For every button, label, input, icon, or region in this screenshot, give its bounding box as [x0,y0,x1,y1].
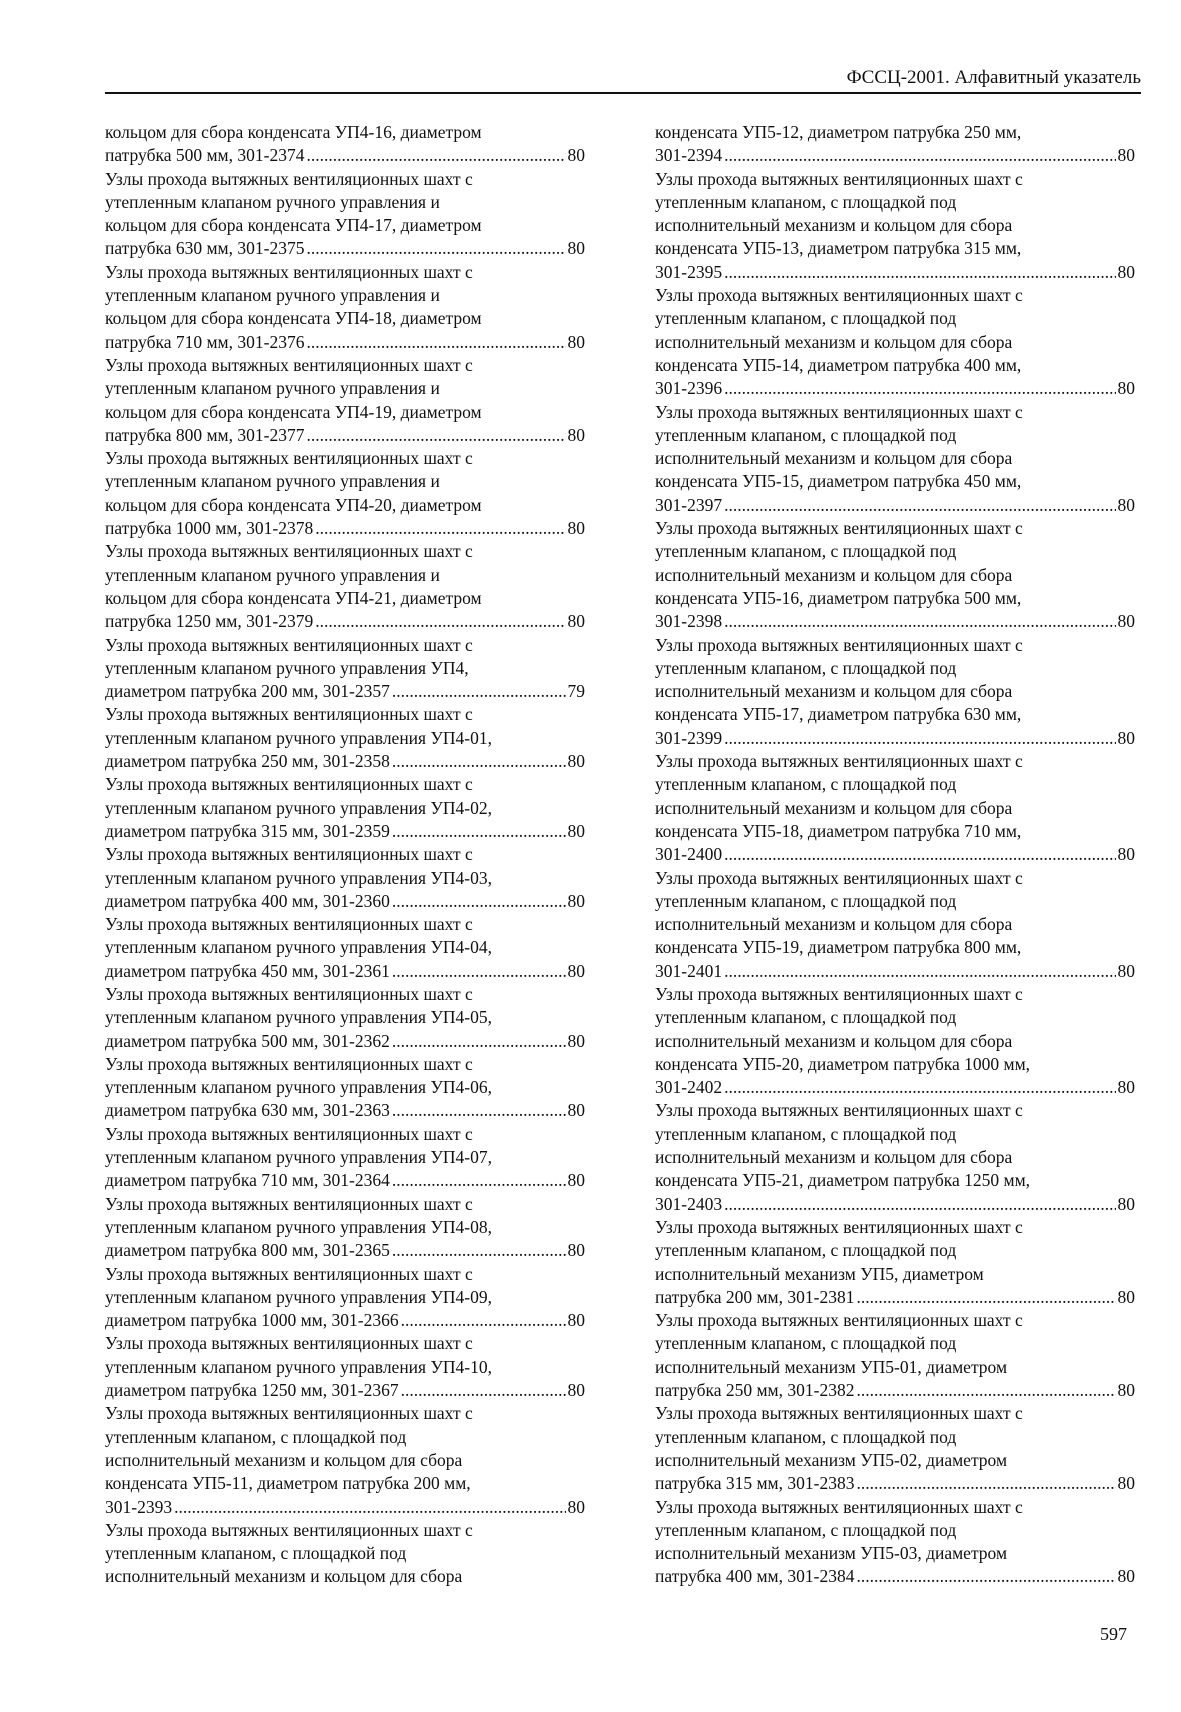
entry-reference-line [655,843,1135,866]
entry-code: 301-2400 [655,844,723,865]
entry-text-line: исполнительный механизм и кольцом для сбора [655,681,1013,702]
entry-reference-line [105,517,585,540]
index-column-right [655,121,1135,1589]
entry-text-line: утепленным клапаном ручного управления УП4-04, [105,937,492,958]
index-entry [655,634,1135,750]
entry-reference-line [105,331,585,354]
dot-leader [315,610,565,633]
entry-code: 301-2393 [105,1496,173,1517]
entry-reference-line [655,1076,1135,1099]
index-entry [655,1216,1135,1309]
entry-reference-line [105,1239,585,1262]
entry-text-line: утепленным клапаном, с площадкой под [655,1007,957,1028]
entry-text-line: Узлы прохода вытяжных вентиляционных шахт с [655,168,1023,189]
entry-text-line: Узлы прохода вытяжных вентиляционных шахт с [105,168,473,189]
entry-text-line: исполнительный механизм и кольцом для сбора [655,215,1013,236]
entry-text-line: исполнительный механизм и кольцом для сбора [655,1147,1013,1168]
entry-text-line: утепленным клапаном, с площадкой под [655,308,957,329]
index-entry [655,1496,1135,1589]
entry-text-line: Узлы прохода вытяжных вентиляционных шахт с [655,285,1023,306]
entry-page-ref: 80 [1117,1193,1135,1214]
entry-text-line: утепленным клапаном ручного управления и [105,564,440,585]
entry-page-ref: 80 [1117,960,1135,981]
entry-code: 301-2397 [655,494,723,515]
entry-page-ref: 80 [1117,1286,1135,1307]
entry-text-line: Узлы прохода вытяжных вентиляционных шахт с [105,354,473,375]
entry-text-line: конденсата УП5-15, диаметром патрубка 450 мм, [655,471,1022,492]
entry-code: патрубка 200 мм, 301-2381 [655,1286,855,1307]
entry-code: патрубка 400 мм, 301-2384 [655,1566,855,1587]
entry-text-line: исполнительный механизм УП5-03, диаметром [655,1543,1008,1564]
entry-page-ref: 80 [567,238,585,259]
dot-leader [724,960,1115,983]
running-title: ФССЦ-2001. Алфавитный указатель [846,67,1141,88]
entry-code: 301-2395 [655,261,723,282]
entry-page-ref: 80 [567,1030,585,1051]
entry-page-ref: 80 [567,890,585,911]
entry-page-ref: 80 [567,960,585,981]
entry-page-ref: 80 [1117,378,1135,399]
entry-reference-line [105,1099,585,1122]
entry-code: патрубка 500 мм, 301-2374 [105,145,305,166]
entry-text-line: Узлы прохода вытяжных вентиляционных шахт с [105,448,473,469]
dot-leader [724,377,1115,400]
entry-text-line: Узлы прохода вытяжных вентиляционных шахт с [655,751,1023,772]
entry-code: диаметром патрубка 500 мм, 301-2362 [105,1030,390,1051]
entry-text-line: кольцом для сбора конденсата УП4-19, диаметром [105,401,482,422]
entry-reference-line [105,1496,585,1519]
index-entry [105,1053,585,1123]
entry-text-line: кольцом для сбора конденсата УП4-20, диаметром [105,494,482,515]
entry-text-line: утепленным клапаном ручного управления и [105,471,440,492]
entry-text-line: Узлы прохода вытяжных вентиляционных шахт с [105,1123,473,1144]
entry-text-line: утепленным клапаном ручного управления УП4-06, [105,1077,492,1098]
entry-code: диаметром патрубка 1000 мм, 301-2366 [105,1310,399,1331]
entry-text-line: Узлы прохода вытяжных вентиляционных шахт с [105,1263,473,1284]
entry-reference-line [105,424,585,447]
entry-code: 301-2394 [655,145,723,166]
dot-leader [724,494,1115,517]
index-entry [105,703,585,773]
index-entry [105,1123,585,1193]
entry-text-line: Узлы прохода вытяжных вентиляционных шахт с [105,1053,473,1074]
entry-reference-line [655,261,1135,284]
entry-reference-line [105,1030,585,1053]
entry-text-line: Узлы прохода вытяжных вентиляционных шахт с [105,1333,473,1354]
entry-reference-line [655,610,1135,633]
entry-page-ref: 80 [1117,1473,1135,1494]
dot-leader [724,610,1115,633]
entry-text-line: Узлы прохода вытяжных вентиляционных шахт с [105,261,473,282]
entry-text-line: конденсата УП5-18, диаметром патрубка 710 мм, [655,820,1022,841]
entry-text-line: утепленным клапаном ручного управления УП4-01, [105,727,492,748]
entry-reference-line [655,1565,1135,1588]
entry-text-line: Узлы прохода вытяжных вентиляционных шахт с [655,1403,1023,1424]
entry-reference-line [105,144,585,167]
index-entry [105,354,585,447]
dot-leader [392,1030,566,1053]
entry-text-line: Узлы прохода вытяжных вентиляционных шахт с [655,1310,1023,1331]
entry-text-line: утепленным клапаном ручного управления УП4-03, [105,867,492,888]
entry-reference-line [655,494,1135,517]
entry-text-line: конденсата УП5-14, диаметром патрубка 400 мм, [655,354,1022,375]
entry-code: патрубка 250 мм, 301-2382 [655,1380,855,1401]
entry-text-line: конденсата УП5-12, диаметром патрубка 250 мм, [655,122,1022,142]
entry-reference-line [105,1309,585,1332]
dot-leader [392,1239,566,1262]
page-number: 597 [1100,1624,1127,1644]
entry-text-line: утепленным клапаном ручного управления УП4-09, [105,1286,492,1307]
entry-text-line: Узлы прохода вытяжных вентиляционных шахт с [655,1216,1023,1237]
dot-leader [392,890,566,913]
entry-reference-line [655,377,1135,400]
index-entry [105,773,585,843]
entry-reference-line [105,1169,585,1192]
entry-page-ref: 80 [567,1496,585,1517]
entry-text-line: кольцом для сбора конденсата УП4-21, диаметром [105,587,482,608]
entry-reference-line [655,960,1135,983]
entry-text-line: Узлы прохода вытяжных вентиляционных шахт с [655,401,1023,422]
index-entry [105,1193,585,1263]
entry-text-line: конденсата УП5-11, диаметром патрубка 200 мм, [105,1473,471,1494]
entry-reference-line [655,1379,1135,1402]
index-entry [655,983,1135,1099]
entry-code: диаметром патрубка 710 мм, 301-2364 [105,1170,390,1191]
index-entry [105,261,585,354]
entry-code: патрубка 710 мм, 301-2376 [105,331,305,352]
entry-reference-line [105,820,585,843]
entry-code: патрубка 315 мм, 301-2383 [655,1473,855,1494]
dot-leader [392,1099,566,1122]
entry-code: диаметром патрубка 450 мм, 301-2361 [105,960,390,981]
entry-page-ref: 80 [567,1100,585,1121]
index-entry [105,1519,585,1589]
index-entry [105,634,585,704]
entry-text-line: Узлы прохода вытяжных вентиляционных шахт с [105,634,473,655]
entry-text-line: утепленным клапаном, с площадкой под [655,1333,957,1354]
entry-text-line: утепленным клапаном, с площадкой под [655,191,957,212]
entry-text-line: Узлы прохода вытяжных вентиляционных шахт с [655,1496,1023,1517]
entry-code: 301-2399 [655,727,723,748]
dot-leader [724,144,1115,167]
entry-page-ref: 80 [567,1380,585,1401]
entry-text-line: исполнительный механизм УП5-01, диаметром [655,1356,1008,1377]
entry-text-line: утепленным клапаном, с площадкой под [655,424,957,445]
entry-page-ref: 80 [567,1310,585,1331]
entry-code: 301-2401 [655,960,723,981]
index-column-left [105,121,585,1589]
entry-text-line: утепленным клапаном, с площадкой под [655,1519,957,1540]
index-entry [655,1309,1135,1402]
index-entry [105,168,585,261]
dot-leader [392,680,566,703]
dot-leader [724,1193,1115,1216]
entry-text-line: утепленным клапаном ручного управления УП4-10, [105,1356,492,1377]
entry-page-ref: 80 [567,611,585,632]
index-entry [105,1263,585,1333]
dot-leader [392,960,566,983]
dot-leader [856,1565,1115,1588]
entry-text-line: утепленным клапаном ручного управления и [105,285,440,306]
entry-text-line: исполнительный механизм и кольцом для сбора [655,564,1013,585]
dot-leader [401,1309,566,1332]
dot-leader [724,1076,1115,1099]
index-entry [105,540,585,633]
entry-code: патрубка 800 мм, 301-2377 [105,424,305,445]
entry-text-line: исполнительный механизм и кольцом для сбора [105,1566,463,1587]
entry-text-line: утепленным клапаном ручного управления УП4-08, [105,1216,492,1237]
entry-page-ref: 80 [567,751,585,772]
dot-leader [724,261,1115,284]
dot-leader [856,1379,1115,1402]
index-entry [105,1332,585,1402]
entry-page-ref: 80 [1117,145,1135,166]
entry-text-line: исполнительный механизм и кольцом для сбора [655,914,1013,935]
entry-text-line: исполнительный механизм УП5, диаметром [655,1263,984,1284]
entry-text-line: Узлы прохода вытяжных вентиляционных шахт с [105,541,473,562]
entry-page-ref: 80 [567,1170,585,1191]
entry-text-line: утепленным клапаном, с площадкой под [655,657,957,678]
entry-code: 301-2403 [655,1193,723,1214]
index-entry [105,843,585,913]
entry-reference-line [655,727,1135,750]
dot-leader [401,1379,566,1402]
dot-leader [306,237,565,260]
dot-leader [724,843,1115,866]
entry-text-line: утепленным клапаном ручного управления УП4-07, [105,1147,492,1168]
entry-reference-line [105,750,585,773]
index-entry [105,1402,585,1518]
entry-code: 301-2398 [655,611,723,632]
entry-code: 301-2396 [655,378,723,399]
entry-text-line: конденсата УП5-21, диаметром патрубка 1250 мм, [655,1170,1031,1191]
entry-text-line: исполнительный механизм УП5-02, диаметром [655,1449,1008,1470]
entry-text-line: утепленным клапаном, с площадкой под [105,1543,407,1564]
entry-text-line: Узлы прохода вытяжных вентиляционных шахт с [655,867,1023,888]
entry-text-line: утепленным клапаном ручного управления и [105,191,440,212]
entry-code: патрубка 1000 мм, 301-2378 [105,518,314,539]
entry-code: 301-2402 [655,1077,723,1098]
entry-page-ref: 80 [1117,1566,1135,1587]
entry-reference-line [105,890,585,913]
dot-leader [724,727,1115,750]
entry-reference-line [655,1193,1135,1216]
entry-code: диаметром патрубка 200 мм, 301-2357 [105,681,390,702]
entry-text-line: исполнительный механизм и кольцом для сбора [655,331,1013,352]
index-entry [655,1099,1135,1215]
dot-leader [306,144,565,167]
entry-text-line: кольцом для сбора конденсата УП4-16, диаметром [105,122,482,142]
entry-text-line: конденсата УП5-19, диаметром патрубка 800 мм, [655,937,1022,958]
entry-text-line: утепленным клапаном, с площадкой под [655,890,957,911]
entry-text-line: Узлы прохода вытяжных вентиляционных шахт с [655,634,1023,655]
entry-text-line: Узлы прохода вытяжных вентиляционных шахт с [105,1519,473,1540]
page-header [105,62,1141,94]
entry-text-line: конденсата УП5-13, диаметром патрубка 315 мм, [655,238,1022,259]
entry-text-line: утепленным клапаном ручного управления УП4-02, [105,797,492,818]
entry-text-line: исполнительный механизм и кольцом для сбора [105,1449,463,1470]
index-entry [655,750,1135,866]
index-entry [655,867,1135,983]
dot-leader [315,517,565,540]
entry-text-line: Узлы прохода вытяжных вентиляционных шахт с [105,704,473,725]
index-entry [655,1402,1135,1495]
dot-leader [174,1496,565,1519]
entry-page-ref: 80 [567,1240,585,1261]
entry-code: диаметром патрубка 400 мм, 301-2360 [105,890,390,911]
entry-text-line: Узлы прохода вытяжных вентиляционных шахт с [655,518,1023,539]
entry-code: диаметром патрубка 315 мм, 301-2359 [105,820,390,841]
entry-text-line: кольцом для сбора конденсата УП4-18, диаметром [105,308,482,329]
entry-code: патрубка 630 мм, 301-2375 [105,238,305,259]
dot-leader [392,820,566,843]
entry-text-line: исполнительный механизм и кольцом для сбора [655,448,1013,469]
entry-reference-line [105,680,585,703]
entry-page-ref: 80 [1117,1380,1135,1401]
dot-leader [856,1286,1115,1309]
entry-text-line: утепленным клапаном, с площадкой под [105,1426,407,1447]
entry-text-line: кольцом для сбора конденсата УП4-17, диаметром [105,215,482,236]
entry-reference-line [655,1286,1135,1309]
entry-text-line: утепленным клапаном ручного управления и [105,378,440,399]
index-entry [105,447,585,540]
dot-leader [306,424,565,447]
index-entry [105,983,585,1053]
entry-page-ref: 80 [567,331,585,352]
entry-text-line: Узлы прохода вытяжных вентиляционных шахт с [105,1403,473,1424]
entry-page-ref: 80 [1117,1077,1135,1098]
entry-text-line: Узлы прохода вытяжных вентиляционных шахт с [655,983,1023,1004]
entry-text-line: Узлы прохода вытяжных вентиляционных шахт с [655,1100,1023,1121]
entry-reference-line [105,610,585,633]
entry-text-line: Узлы прохода вытяжных вентиляционных шахт с [105,844,473,865]
entry-page-ref: 80 [567,518,585,539]
entry-text-line: утепленным клапаном, с площадкой под [655,1123,957,1144]
index-entry [655,121,1135,168]
entry-text-line: Узлы прохода вытяжных вентиляционных шахт с [105,774,473,795]
entry-text-line: утепленным клапаном, с площадкой под [655,774,957,795]
entry-code: диаметром патрубка 1250 мм, 301-2367 [105,1380,399,1401]
entry-reference-line [105,960,585,983]
entry-page-ref: 79 [567,681,585,702]
entry-page-ref: 80 [1117,494,1135,515]
entry-reference-line [105,237,585,260]
dot-leader [856,1472,1115,1495]
entry-page-ref: 80 [1117,844,1135,865]
dot-leader [306,331,565,354]
entry-page-ref: 80 [567,820,585,841]
entry-text-line: утепленным клапаном ручного управления УП4-05, [105,1007,492,1028]
entry-text-line: конденсата УП5-16, диаметром патрубка 500 мм, [655,587,1022,608]
index-entry [655,168,1135,284]
entry-text-line: Узлы прохода вытяжных вентиляционных шахт с [105,914,473,935]
entry-text-line: конденсата УП5-20, диаметром патрубка 1000 мм, [655,1053,1031,1074]
entry-page-ref: 80 [567,424,585,445]
entry-code: диаметром патрубка 250 мм, 301-2358 [105,751,390,772]
entry-text-line: исполнительный механизм и кольцом для сбора [655,797,1013,818]
entry-code: диаметром патрубка 800 мм, 301-2365 [105,1240,390,1261]
index-entry [105,121,585,168]
entry-reference-line [655,144,1135,167]
index-entry [655,401,1135,517]
dot-leader [392,1169,566,1192]
entry-text-line: утепленным клапаном, с площадкой под [655,1240,957,1261]
entry-text-line: утепленным клапаном, с площадкой под [655,541,957,562]
entry-reference-line [655,1472,1135,1495]
entry-page-ref: 80 [1117,261,1135,282]
entry-text-line: Узлы прохода вытяжных вентиляционных шахт с [105,983,473,1004]
entry-reference-line [105,1379,585,1402]
entry-code: патрубка 1250 мм, 301-2379 [105,611,314,632]
entry-page-ref: 80 [1117,727,1135,748]
entry-page-ref: 80 [567,145,585,166]
entry-text-line: Узлы прохода вытяжных вентиляционных шахт с [105,1193,473,1214]
index-entry [105,913,585,983]
entry-code: диаметром патрубка 630 мм, 301-2363 [105,1100,390,1121]
dot-leader [392,750,566,773]
entry-text-line: исполнительный механизм и кольцом для сбора [655,1030,1013,1051]
entry-page-ref: 80 [1117,611,1135,632]
index-entry [655,517,1135,633]
index-entry [655,284,1135,400]
entry-text-line: утепленным клапаном ручного управления УП4, [105,657,469,678]
entry-text-line: утепленным клапаном, с площадкой под [655,1426,957,1447]
entry-text-line: конденсата УП5-17, диаметром патрубка 630 мм, [655,704,1022,725]
